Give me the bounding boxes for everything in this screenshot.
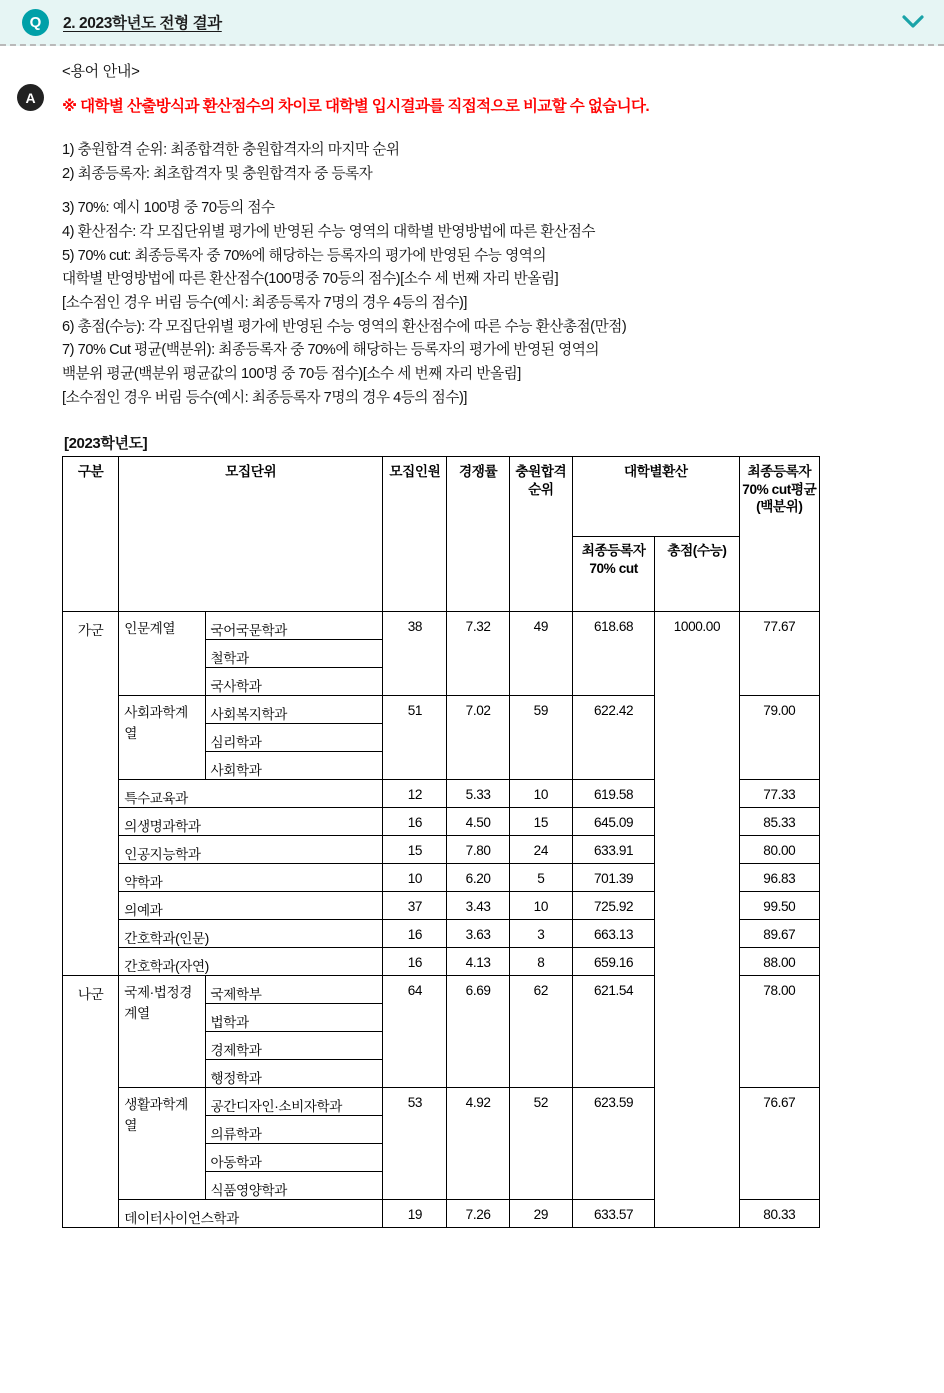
- cell-department: 의생명과학과: [119, 808, 383, 836]
- cell-final-avg: 96.83: [739, 864, 819, 892]
- table-head: [63, 457, 820, 612]
- cell-quota: 51: [383, 696, 447, 780]
- cell-ratio: 5.33: [447, 780, 509, 808]
- cell-waitlist: 62: [509, 976, 572, 1088]
- answer-badge: A: [17, 84, 44, 111]
- cell-final-avg: 80.33: [739, 1200, 819, 1228]
- cell-department: 간호학과(인문): [119, 920, 383, 948]
- cell-department: 철학과: [205, 640, 383, 668]
- cell-conv-cut: 701.39: [572, 864, 654, 892]
- cell-conv-cut: 645.09: [572, 808, 654, 836]
- comparison-notice: ※ 대학별 산출방식과 환산점수의 차이로 대학별 입시결과를 직접적으로 비교할 수 없습니다.: [62, 98, 650, 115]
- col-header-ratio: 경쟁률: [447, 457, 509, 612]
- cell-group: 나군: [63, 976, 119, 1228]
- cell-conv-cut: 663.13: [572, 920, 654, 948]
- cell-waitlist: 10: [509, 780, 572, 808]
- cell-department: 사회학과: [205, 752, 383, 780]
- admission-results-table: [62, 456, 820, 1228]
- page-title[interactable]: 2. 2023학년도 전형 결과: [63, 15, 222, 32]
- cell-department: 인공지능학과: [119, 836, 383, 864]
- cell-quota: 12: [383, 780, 447, 808]
- cell-conv-cut: 621.54: [572, 976, 654, 1088]
- cell-quota: 16: [383, 808, 447, 836]
- col-header-conversion: 대학별환산: [572, 457, 739, 537]
- cell-group: 가군: [63, 612, 119, 976]
- cell-ratio: 4.92: [447, 1088, 509, 1200]
- cell-department: 법학과: [205, 1004, 383, 1032]
- year-label: [2023학년도]: [64, 435, 148, 453]
- cell-quota: 53: [383, 1088, 447, 1200]
- cell-quota: 16: [383, 920, 447, 948]
- cell-department: 의예과: [119, 892, 383, 920]
- col-header-conv-cut: 최종등록자70% cut: [572, 537, 654, 612]
- cell-series: 사회과학계열: [119, 696, 205, 780]
- cell-quota: 10: [383, 864, 447, 892]
- cell-final-avg: 88.00: [739, 948, 819, 976]
- cell-conv-cut: 623.59: [572, 1088, 654, 1200]
- definition-line: 대학별 반영방법에 따른 환산점수(100명중 70등의 점수)[소수 세 번째 자리 반올림]: [62, 271, 559, 288]
- cell-series: 인문계열: [119, 612, 205, 696]
- definition-line: 6) 총점(수능): 각 모집단위별 평가에 반영된 수능 영역의 환산점수에 따른 수능 환산총점(만점): [62, 318, 627, 335]
- definition-line: 백분위 평균(백분위 평균값의 100명 중 70등 점수)[소수 세 번째 자리 반올림]: [62, 365, 521, 382]
- cell-department: 행정학과: [205, 1060, 383, 1088]
- accordion-header[interactable]: [0, 0, 944, 46]
- definition-line: 5) 70% cut: 최종등록자 중 70%에 해당하는 등록자의 평가에 반영된 수능 영역의: [62, 247, 547, 264]
- cell-conv-cut: 659.16: [572, 948, 654, 976]
- cell-final-avg: 89.67: [739, 920, 819, 948]
- cell-department: 심리학과: [205, 724, 383, 752]
- col-header-unit: 모집단위: [119, 457, 383, 612]
- definition-line: 4) 환산점수: 각 모집단위별 평가에 반영된 수능 영역의 대학별 반영방법에 따른 환산점수: [62, 224, 595, 241]
- cell-ratio: 6.69: [447, 976, 509, 1088]
- cell-quota: 64: [383, 976, 447, 1088]
- cell-quota: 15: [383, 836, 447, 864]
- cell-department: 약학과: [119, 864, 383, 892]
- cell-series: 생활과학계열: [119, 1088, 205, 1200]
- cell-ratio: 4.50: [447, 808, 509, 836]
- cell-final-avg: 76.67: [739, 1088, 819, 1200]
- cell-waitlist: 10: [509, 892, 572, 920]
- definition-line: 1) 충원합격 순위: 최종합격한 충원합격자의 마지막 순위: [62, 142, 400, 159]
- cell-ratio: 6.20: [447, 864, 509, 892]
- cell-series: 국제·법정경계열: [119, 976, 205, 1088]
- cell-conv-cut: 633.91: [572, 836, 654, 864]
- cell-quota: 16: [383, 948, 447, 976]
- cell-quota: 19: [383, 1200, 447, 1228]
- cell-ratio: 7.02: [447, 696, 509, 780]
- cell-final-avg: 80.00: [739, 836, 819, 864]
- cell-department: 식품영양학과: [205, 1172, 383, 1200]
- cell-waitlist: 8: [509, 948, 572, 976]
- cell-ratio: 3.63: [447, 920, 509, 948]
- cell-waitlist: 3: [509, 920, 572, 948]
- cell-final-avg: 85.33: [739, 808, 819, 836]
- cell-department: 국어국문학과: [205, 612, 383, 640]
- cell-quota: 37: [383, 892, 447, 920]
- cell-department: 국제학부: [205, 976, 383, 1004]
- cell-final-avg: 79.00: [739, 696, 819, 780]
- term-guide-heading: <용어 안내>: [62, 63, 140, 80]
- table-row: [63, 612, 820, 640]
- definition-spacer: [62, 186, 924, 197]
- header-row-primary: [63, 457, 820, 537]
- cell-department: 간호학과(자연): [119, 948, 383, 976]
- cell-conv-cut: 618.68: [572, 612, 654, 696]
- question-badge: Q: [22, 9, 49, 36]
- cell-department: 국사학과: [205, 668, 383, 696]
- cell-waitlist: 59: [509, 696, 572, 780]
- cell-ratio: 7.32: [447, 612, 509, 696]
- col-header-conv-total: 총점(수능): [655, 537, 739, 612]
- cell-waitlist: 5: [509, 864, 572, 892]
- cell-department: 의류학과: [205, 1116, 383, 1144]
- cell-department: 데이터사이언스학과: [119, 1200, 383, 1228]
- cell-final-avg: 77.67: [739, 612, 819, 696]
- cell-ratio: 4.13: [447, 948, 509, 976]
- accordion-body: [0, 46, 944, 1228]
- definition-line: [소수점인 경우 버림 등수(예시: 최종등록자 7명의 경우 4등의 점수)]: [62, 389, 467, 406]
- cell-waitlist: 49: [509, 612, 572, 696]
- cell-waitlist: 29: [509, 1200, 572, 1228]
- cell-final-avg: 99.50: [739, 892, 819, 920]
- cell-ratio: 7.80: [447, 836, 509, 864]
- cell-final-avg: 78.00: [739, 976, 819, 1088]
- cell-ratio: 3.43: [447, 892, 509, 920]
- cell-conv-cut: 633.57: [572, 1200, 654, 1228]
- definition-line: [소수점인 경우 버림 등수(예시: 최종등록자 7명의 경우 4등의 점수)]: [62, 294, 467, 311]
- cell-conv-total: 1000.00: [655, 612, 739, 1228]
- cell-department: 경제학과: [205, 1032, 383, 1060]
- table-body: [63, 612, 820, 1228]
- chevron-down-icon[interactable]: [900, 9, 926, 35]
- col-header-quota: 모집인원: [383, 457, 447, 612]
- cell-conv-cut: 619.58: [572, 780, 654, 808]
- col-header-waitlist: 충원합격순위: [509, 457, 572, 612]
- cell-department: 공간디자인·소비자학과: [205, 1088, 383, 1116]
- cell-waitlist: 52: [509, 1088, 572, 1200]
- definition-line: 2) 최종등록자: 최초합격자 및 충원합격자 중 등록자: [62, 165, 373, 182]
- cell-quota: 38: [383, 612, 447, 696]
- cell-department: 아동학과: [205, 1144, 383, 1172]
- cell-final-avg: 77.33: [739, 780, 819, 808]
- cell-waitlist: 15: [509, 808, 572, 836]
- cell-waitlist: 24: [509, 836, 572, 864]
- cell-conv-cut: 622.42: [572, 696, 654, 780]
- cell-conv-cut: 725.92: [572, 892, 654, 920]
- definition-line: 3) 70%: 예시 100명 중 70등의 점수: [62, 200, 275, 217]
- col-header-final-avg: 최종등록자70% cut평균(백분위): [739, 457, 819, 612]
- cell-department: 특수교육과: [119, 780, 383, 808]
- col-header-group: 구분: [63, 457, 119, 612]
- definitions-list: [62, 139, 924, 410]
- cell-department: 사회복지학과: [205, 696, 383, 724]
- definition-line: 7) 70% Cut 평균(백분위): 최종등록자 중 70%에 해당하는 등록자의 평가에 반영된 영역의: [62, 342, 600, 359]
- cell-ratio: 7.26: [447, 1200, 509, 1228]
